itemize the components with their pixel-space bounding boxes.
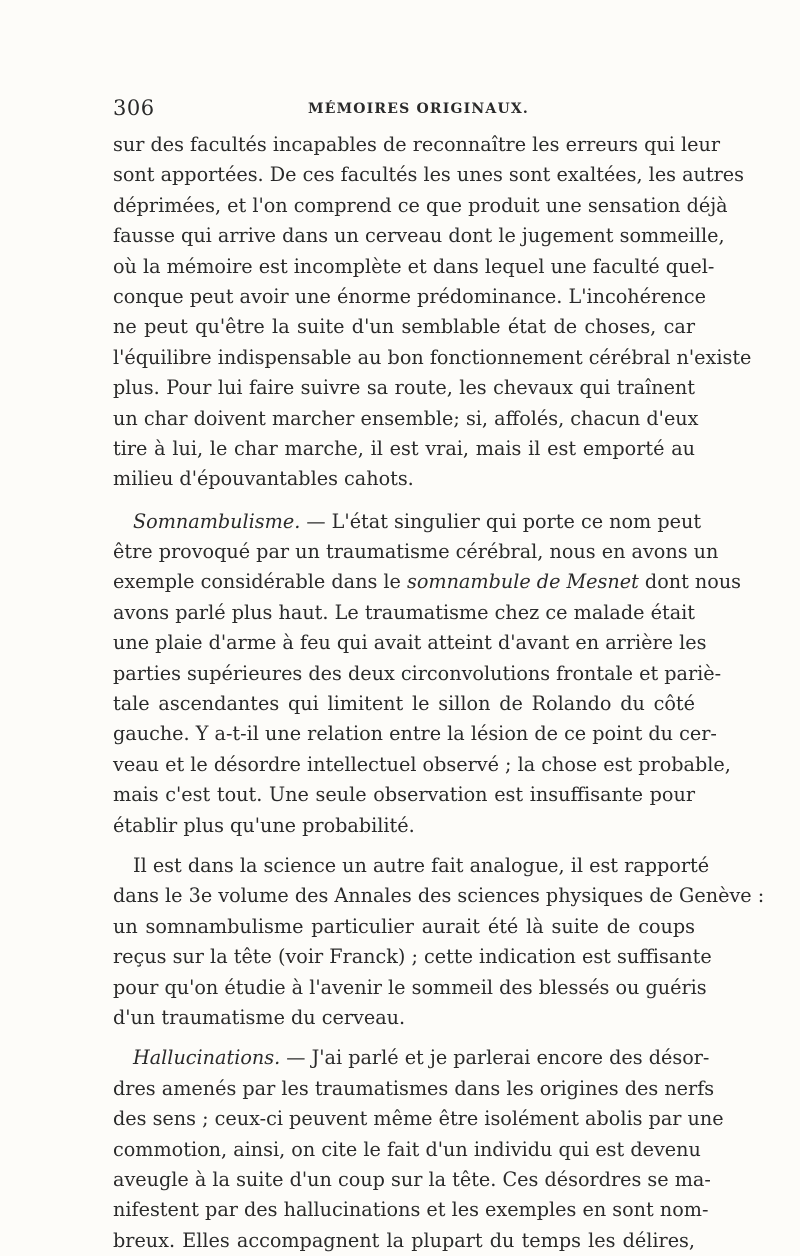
paragraph-continuation — [113, 130, 752, 495]
text-line: une plaie d'arme à feu qui avait atteint d'avant en arrière les — [113, 631, 707, 655]
text-line: d'un traumatisme du cerveau. — [113, 1005, 406, 1029]
paragraph-somnambulisme — [113, 507, 742, 841]
text-line: un somnambulisme particulier aurait été là suite de coups — [113, 914, 695, 938]
text-line: gauche. Y a-t-il une relation entre la lésion de ce point du cer- — [113, 722, 717, 746]
text-line: l'équilibre indispensable au bon fonctionnement cérébral n'existe — [113, 345, 752, 369]
text-line: où la mémoire est incomplète et dans lequel une faculté quel- — [113, 254, 715, 278]
paragraph-hallucinations — [113, 1043, 724, 1256]
text-line: parties supérieures des deux circonvolutions frontale et pariè- — [113, 661, 722, 685]
text-line: tire à lui, le char marche, il est vrai, mais il est emporté au — [113, 436, 695, 460]
text-line: dans le 3e volume des Annales des sciences physiques de Genève : — [113, 884, 765, 908]
text-line: des sens ; ceux-ci peuvent même être isolément abolis par une — [113, 1107, 724, 1131]
text-line: milieu d'épouvantables cahots. — [113, 467, 414, 491]
paragraph-analogous-fact — [113, 851, 765, 1033]
text-line: déprimées, et l'on comprend ce que produit une sensation déjà — [113, 193, 728, 217]
text-line: établir plus qu'une probabilité. — [113, 813, 415, 837]
text-line: avons parlé plus haut. Le traumatisme chez ce malade était — [113, 600, 695, 624]
text-line: mais c'est tout. Une seule observation est insuffisante pour — [113, 783, 695, 807]
text-line: conque peut avoir une énorme prédominance. L'incohérence — [113, 284, 706, 308]
page-header — [113, 96, 695, 122]
text-line: être provoqué par un traumatisme cérébral, nous en avons un — [113, 540, 719, 564]
text-line: Il est dans la science un autre fait analogue, il est rapporté — [133, 853, 710, 877]
text-line: breux. Elles accompagnent la plupart du temps les délires, — [113, 1228, 695, 1252]
text-line: aveugle à la suite d'un coup sur la tête. Ces désordres se ma- — [113, 1167, 711, 1191]
text-line: exemple considérable dans le somnambule de Mesnet dont nous — [113, 570, 742, 594]
text-line: pour qu'on étudie à l'avenir le sommeil des blessés ou guéris — [113, 975, 707, 999]
text-line: reçus sur la tête (voir Franck) ; cette indication est suffisante — [113, 945, 712, 969]
section-heading-hallucinations: Hallucinations. — [133, 1046, 281, 1070]
text-line: un char doivent marcher ensemble; si, affolés, chacun d'eux — [113, 406, 699, 430]
italic-reference: somnambule de Mesnet — [406, 570, 639, 594]
section-heading-somnambulisme: Somnambulisme. — [133, 509, 301, 533]
text-line: ne peut qu'être la suite d'un semblable état de choses, car — [113, 315, 695, 339]
text-line: sont apportées. De ces facultés les unes sont exaltées, les autres — [113, 163, 744, 187]
text-line: dres amenés par les traumatismes dans les origines des nerfs — [113, 1076, 715, 1100]
page-body — [113, 130, 765, 1256]
running-title: MÉMOIRES ORIGINAUX. — [308, 101, 529, 117]
text-line: commotion, ainsi, on cite le fait d'un individu qui est devenu — [113, 1137, 701, 1161]
text-line: Hallucinations. — J'ai parlé et je parlerai encore des désor- — [133, 1046, 710, 1070]
text-line: veau et le désordre intellectuel observé ; la chose est probable, — [113, 752, 731, 776]
page-number: 306 — [113, 96, 155, 120]
text-line: fausse qui arrive dans un cerveau dont le jugement sommeille, — [113, 224, 725, 248]
text-line: tale ascendantes qui limitent le sillon de Rolando du côté — [113, 692, 695, 716]
text-line: plus. Pour lui faire suivre sa route, les chevaux qui traînent — [113, 376, 695, 400]
text-line: nifestent par des hallucinations et les exemples en sont nom- — [113, 1198, 709, 1222]
text-line: Somnambulisme. — L'état singulier qui porte ce nom peut — [133, 509, 702, 533]
text-line: sur des facultés incapables de reconnaître les erreurs qui leur — [113, 133, 721, 156]
